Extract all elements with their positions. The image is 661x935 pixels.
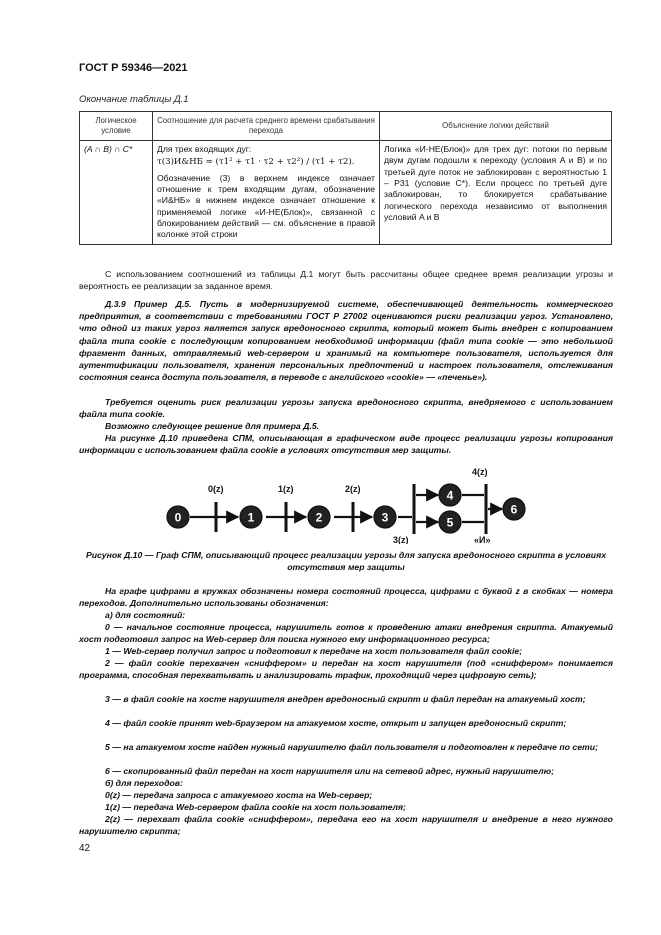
example-paragraph-4: На рисунке Д.10 приведена СПМ, описывающая в графическом виде процесс реализации угрозы копирования информации с использованием файла cookie в условиях отсутствия мер защиты. [79,433,613,456]
state-label-4: 4 [446,488,454,503]
state-label-1: 1 [247,510,255,525]
spm-graph [150,462,550,544]
document-code: ГОСТ Р 59346—2021 [79,62,188,74]
transition-label-2: 2(z) [345,484,361,494]
formula: τ(3)И&НБ ≈ (τ1² + τ1 · τ2 + τ2²) / (τ1 + τ2). [157,157,355,168]
legend-item: 1(z) — передача Web-сервером файла cookie на хост пользователя; [105,802,406,812]
example-paragraph-3: Возможно следующее решение для примера Д.5. [105,421,320,431]
paragraph-after-table: С использованием соотношений из таблицы Д.1 могут быть рассчитаны общее среднее время реализации угрозы и вероятность ее реализации за заданное время. [79,269,613,292]
legend-item: 1 — Web-сервер получил запрос и подготовил к передаче на хост пользователя файл cookie; [105,646,523,656]
legend-item: б) для переходов: [105,778,183,788]
example-paragraph-1: Д.3.9 Пример Д.5. Пусть в модернизируемой системе, обеспечивающей деятельность коммерческого предприятия, в соответствии с требованиями ГОСТ Р 27002 оцениваются риски реализации угроз. Установлено, что одной из таких угроз является запуск вредоносного скрипта, который может быть внедрен с копированием файла типа cookie с последующим копированием необходимой информации (файл типа cookie — это небольшой фрагмент данных, отправляемый web-сервером и хранимый на компьютере пользователя, используется для аутентификации пользователя, хранения персональных предпочтений и настроек пользователя, отслеживания состояния сеанса доступа пользователя, в переводе с английского «cookie» — «печенье»). [79,299,613,383]
state-label-5: 5 [446,515,454,530]
table-caption: Окончание таблицы Д.1 [79,94,189,105]
legend-item: 3 — в файл cookie на хосте нарушителя внедрен вредоносный скрипт и файл передан на атакуемый хост; [105,694,586,704]
logic-label: «И» [474,535,491,544]
formula-intro: Для трех входящих дуг: [157,144,252,154]
col-header-formula: Соотношение для расчета среднего времени срабатывания перехода [153,112,380,141]
col-header-explanation: Объяснение логики действий [380,112,612,141]
table-d1-end [79,111,612,245]
notation-text: Обозначение (3) в верхнем индексе означает отношение к трем входящим дугам, обозначение «И&НБ» в нижнем индексе означает отношение к применяемой логике «И-НЕ(Блок)», связанной с блокированием действий — см. объяснение в правой колонке этой строки [157,172,375,240]
cell-condition: (A ∩ B) ∩ C* [80,141,153,245]
figure-caption: Рисунок Д.10 — Граф СПМ, описывающий процесс реализации угрозы для запуска вредоносного скрипта в условиях отсутствия мер защиты [85,550,607,572]
state-label-3: 3 [381,510,389,525]
legend-item: 6 — скопированный файл передан на хост нарушителя или на сетевой адрес, нужный нарушителю; [105,766,555,776]
transition-label-0: 0(z) [208,484,224,494]
cell-formula [153,141,380,245]
state-label-6: 6 [510,502,518,517]
transition-label-4: 4(z) [472,467,488,477]
transition-label-3: 3(z) [393,535,409,544]
legend-item: 5 — на атакуемом хосте найден нужный нарушителю файл пользователя и подготовлен к передаче по сети; [105,742,598,752]
cell-explanation: Логика «И-НЕ(Блок)» для трех дуг: потоки по первым двум дугам подошли к переходу (условия A и B) и по третьей дуге поток не заблокирован с вероятностью 1 – P31 (условие C*). Если процесс по третьей дуге заблокирован, то блокируется срабатывание логического перехода независимо от выполнения условий A и B [380,141,612,245]
page-number: 42 [79,843,91,854]
legend-item: а) для состояний: [105,610,186,620]
table-header-row [80,112,612,141]
legend-item: 0(z) — передача запроса с атакуемого хоста на Web-сервер; [105,790,373,800]
col-header-condition: Логическое условие [80,112,153,141]
transition-label-1: 1(z) [278,484,294,494]
legend-item: 4 — файл cookie принят web-браузером на атакуемом хосте, открыт и запущен вредоносный скрипт; [105,718,567,728]
table-row [80,141,612,245]
state-label-2: 2 [315,510,323,525]
example-paragraph-2: Требуется оценить риск реализации угрозы запуска вредоносного скрипта, внедряемого с использованием файла типа cookie. [79,397,613,420]
legend-intro: На графе цифрами в кружках обозначены номера состояний процесса, цифрами с буквой z в скобках — номера переходов. Дополнительно использованы обозначения: [79,586,613,609]
legend-item: 2(z) — перехват файла cookie «сниффером», передача его на хост нарушителя и внедрение в него нужного нарушителю скрипта; [79,814,613,837]
state-label-0: 0 [174,510,182,525]
legend-item: 0 — начальное состояние процесса, нарушитель готов к проведению атаки внедрения скрипта. Атакуемый хост подготовил запрос на Web-сервер для поиска нужного ему информационного ресурса; [79,622,613,645]
legend-item: 2 — файл cookie перехвачен «сниффером» и передан на хост нарушителя (под «сниффером» понимается программа, способная перехватывать и анализировать трафик, проходящий через цифровую сеть); [79,658,613,681]
